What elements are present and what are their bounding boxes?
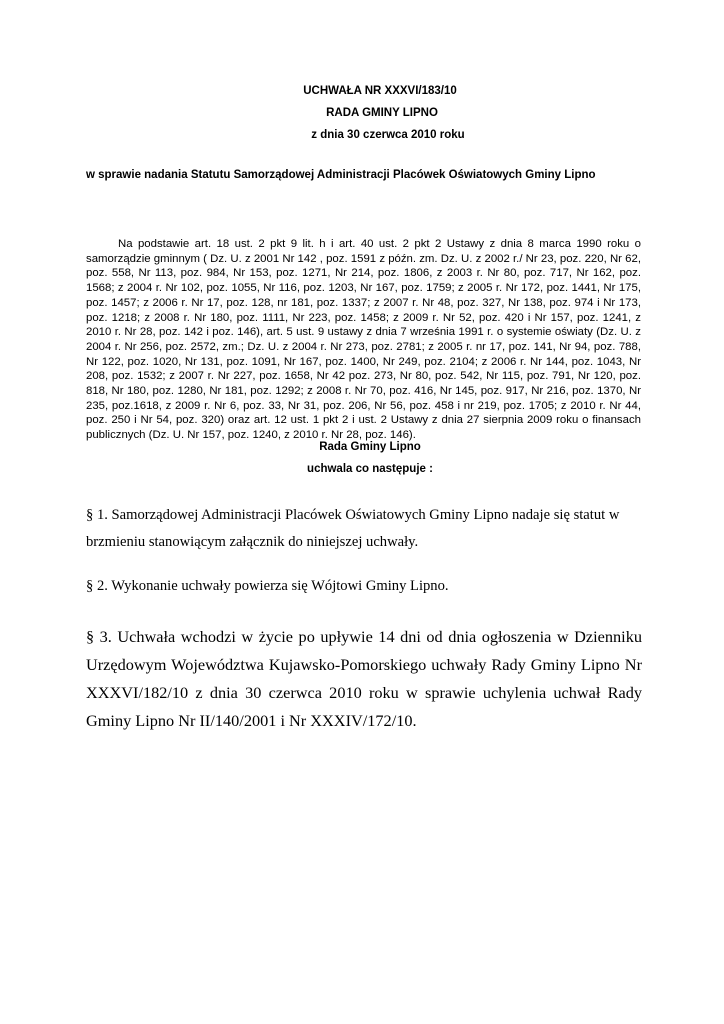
resolving-formula: uchwala co następuje : xyxy=(307,463,433,475)
paragraph-1: § 1. Samorządowej Administracji Placówek Oświatowych Gminy Lipno nadaje się statut w brzmieniu stanowiącym załącznik do niniejszej uchwały. xyxy=(86,507,620,550)
resolution-date: z dnia 30 czerwca 2010 roku xyxy=(311,129,465,141)
paragraph-2: § 2. Wykonanie uchwały powierza się Wójtowi Gminy Lipno. xyxy=(86,578,449,594)
paragraph-3: § 3. Uchwała wchodzi w życie po upływie 14 dni od dnia ogłoszenia w Dzienniku Urzędowym Województwa Kujawsko-Pomorskiego uchwały Rady Gminy Lipno Nr XXXVI/182/10 z dnia 30 czerwca 2010 roku w sprawie uchylenia uchwał Rady Gminy Lipno Nr II/140/2001 i Nr XXXIV/172/10. xyxy=(86,627,642,730)
legal-basis-paragraph: Na podstawie art. 18 ust. 2 pkt 9 lit. h i art. 40 ust. 2 pkt 2 Ustawy z dnia 8 marca 1990 roku o samorządzie gminnym ( Dz. U. z 2001 Nr 142 , poz. 1591 z późn. zm. Dz. U. z 2002 r./ Nr 23, poz. 220, Nr 62, poz. 558, Nr 113, poz. 984, Nr 153, poz. 1271, Nr 214, poz. 1806, z 2003 r. Nr 80, poz. 717, Nr 162, poz. 1568; z 2004 r. Nr 102, poz. 1055, Nr 116, poz. 1203, Nr 167, poz. 1759; z 2005 r. Nr 172, poz. 1441, Nr 175, poz. 1457; z 2006 r. Nr 17, poz. 128, nr 181, poz. 1337; z 2007 r. Nr 48, poz. 327, Nr 138, poz. 974 i Nr 173, poz. 1218; z 2008 r. Nr 180, poz. 1111, Nr 223, poz. 1458; z 2009 r. Nr 52, poz. 420 i Nr 157, poz. 1241, z 2010 r. Nr 28, poz. 142 i poz. 146), art. 5 ust. 9 ustawy z dnia 7 września 1991 r. o systemie oświaty (Dz. U. z 2004 r. Nr 256, poz. 2572, zm.; Dz. U. z 2004 r. Nr 273, poz. 2781; z 2005 r. nr 17, poz. 141, Nr 94, poz. 788, Nr 122, poz. 1020, Nr 131, poz. 1091, Nr 167, poz. 1400, Nr 249, poz. 2104; z 2006 r. Nr 144, poz. 1043, Nr 208, poz. 1532; z 2007 r. Nr 227, poz. 1658, Nr 42 poz. 273, Nr 80, poz. 542, Nr 115, poz. 791, Nr 120, poz. 818, Nr 180, poz. 1280, Nr 181, poz. 1292; z 2008 r. Nr 70, poz. 416, Nr 145, poz. 917, Nr 216, poz. 1370, Nr 235, poz.1618, z 2009 r. Nr 6, poz. 33, Nr 31, poz. 206, Nr 56, poz. 458 i nr 219, poz. 1705; z 2010 r. Nr 44, poz. 250 i Nr 54, poz. 320) oraz art. 12 ust. 1 pkt 2 i ust. 2 Ustawy z dnia 27 sierpnia 2009 roku o finansach publicznych (Dz. U. Nr 157, poz. 1240, z 2010 r. Nr 28, poz. 146). xyxy=(86,238,641,442)
council-name: RADA GMINY LIPNO xyxy=(326,107,438,119)
resolution-number: UCHWAŁA NR XXXVI/183/10 xyxy=(303,85,457,97)
resolving-council: Rada Gminy Lipno xyxy=(319,441,421,453)
resolution-subject: w sprawie nadania Statutu Samorządowej Administracji Placówek Oświatowych Gminy Lipno xyxy=(86,169,596,181)
